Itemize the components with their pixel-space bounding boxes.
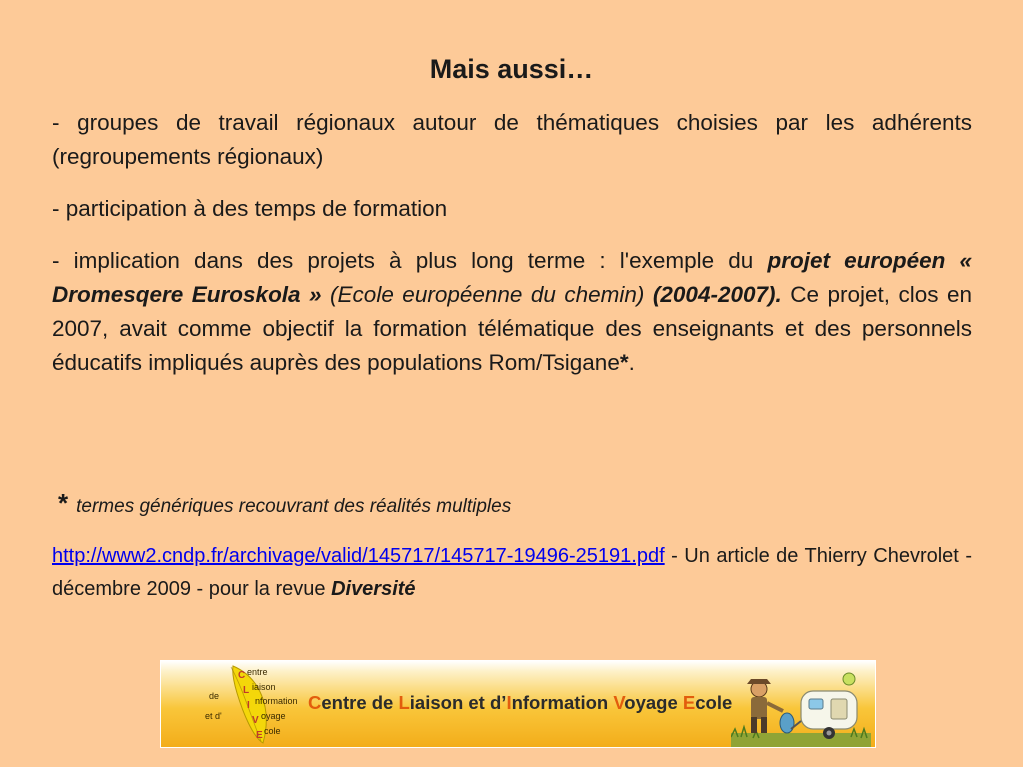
slide-title: Mais aussi… (429, 54, 594, 84)
source-link[interactable]: http://www2.cndp.fr/archivage/valid/145717/145717-19496-25191.pdf (52, 545, 665, 567)
logo-word-nformation: nformation (255, 696, 298, 706)
asterisk-marker: * (619, 350, 629, 375)
project-name: projet européen « Dromesqere Euroskola » (52, 248, 973, 307)
logo-letter-l: L (243, 685, 250, 696)
paragraph-european-project (52, 244, 972, 380)
logo-letter-e: E (256, 730, 263, 741)
clive-banner (160, 660, 876, 748)
logo-word-etd: et d' (205, 711, 222, 721)
journal-name: Diversité (331, 578, 416, 600)
banner-cap-c: C (308, 692, 322, 713)
footnote-star: * (58, 488, 69, 518)
banner-cap-v: V (613, 692, 625, 713)
footnote-text: termes génériques recouvrant des réalités multiples (76, 496, 512, 517)
banner-title (308, 692, 732, 714)
banner-word-ecole: cole (695, 692, 733, 713)
traveller-caravan-illustration (731, 671, 871, 747)
banner-cap-e: E (682, 692, 696, 713)
logo-word-iaison: iaison (252, 682, 276, 692)
logo-word-entre: entre (247, 667, 268, 677)
paragraph-start: - implication dans des projets à plus long terme : l'exemple du (52, 248, 768, 273)
logo-word-cole: cole (264, 726, 281, 736)
paragraph-regional-groups: - groupes de travail régionaux autour de thématiques choisies par les adhérents (regroupements régionaux) (52, 110, 972, 169)
banner-cap-i: I (506, 692, 512, 713)
banner-word-voyage: oyage (624, 692, 683, 713)
banner-word-information: nformation (511, 692, 614, 713)
paragraph-end: Ce projet, clos en 2007, avait comme objectif la formation télématique des enseignants et des personnels éducatifs impliqués auprès des populations Rom/Tsigane (52, 282, 973, 375)
logo-letter-i: I (247, 700, 250, 711)
footnote (58, 488, 511, 519)
logo-word-oyage: oyage (261, 711, 286, 721)
banner-cap-l: L (398, 692, 410, 713)
paragraph-training: - participation à des temps de formation (52, 196, 448, 221)
banner-word-centre: entre de (321, 692, 399, 713)
paragraph-period: . (628, 350, 635, 375)
source-text: - Un article de Thierry Chevrolet - décembre 2009 - pour la revue (52, 545, 972, 600)
project-dates: (2004-2007). (644, 282, 782, 307)
clive-logo (201, 663, 301, 747)
logo-word-de: de (209, 691, 220, 701)
source-reference (52, 540, 972, 606)
logo-letter-c: C (238, 670, 246, 681)
logo-letter-v: V (252, 715, 259, 726)
banner-word-liaison: iaison et d’ (409, 692, 507, 713)
project-subtitle: (Ecole européenne du chemin) (321, 282, 645, 307)
content-body (52, 106, 972, 398)
